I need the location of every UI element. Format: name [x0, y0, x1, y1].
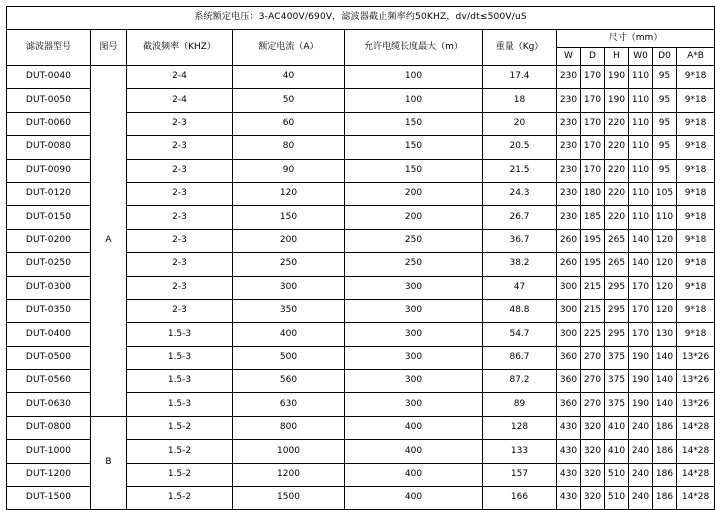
- cell-cutoff-freq: 2-4: [127, 66, 233, 89]
- cell-dim-w0: 240: [629, 416, 653, 439]
- cell-dim-w: 300: [557, 276, 581, 299]
- cell-cutoff-freq: 2-3: [127, 253, 233, 276]
- cell-weight: 48.8: [483, 299, 557, 322]
- cell-rated-current: 50: [233, 89, 345, 112]
- cell-dim-ab: 13*26: [677, 393, 715, 416]
- cell-weight: 21.5: [483, 159, 557, 182]
- cell-weight: 26.7: [483, 206, 557, 229]
- cell-model: DUT-0050: [7, 89, 91, 112]
- cell-weight: 17.4: [483, 66, 557, 89]
- cell-dim-ab: 9*18: [677, 159, 715, 182]
- cell-dim-h: 220: [605, 159, 629, 182]
- cell-max-cable-length: 400: [345, 487, 483, 510]
- cell-dim-h: 510: [605, 463, 629, 486]
- cell-cutoff-freq: 2-3: [127, 182, 233, 205]
- col-header-max-cable-length: 允许电缆长度最大（m）: [345, 30, 483, 66]
- cell-dim-d: 170: [581, 66, 605, 89]
- cell-cutoff-freq: 1.5-3: [127, 393, 233, 416]
- cell-dim-w0: 140: [629, 253, 653, 276]
- col-header-dim-w0: W0: [629, 48, 653, 66]
- cell-cutoff-freq: 1.5-2: [127, 416, 233, 439]
- cell-model: DUT-0040: [7, 66, 91, 89]
- cell-weight: 20: [483, 112, 557, 135]
- cell-dim-d: 185: [581, 206, 605, 229]
- cell-dim-d: 170: [581, 89, 605, 112]
- cell-rated-current: 90: [233, 159, 345, 182]
- filter-spec-table: [6, 6, 715, 510]
- cell-dim-h: 190: [605, 66, 629, 89]
- cell-dim-d: 180: [581, 182, 605, 205]
- cell-dim-d: 320: [581, 416, 605, 439]
- cell-dim-w: 230: [557, 206, 581, 229]
- cell-max-cable-length: 300: [345, 393, 483, 416]
- col-header-cutoff-freq: 截波频率（KHZ）: [127, 30, 233, 66]
- cell-max-cable-length: 300: [345, 299, 483, 322]
- cell-cutoff-freq: 2-3: [127, 112, 233, 135]
- cell-dim-d0: 105: [653, 182, 677, 205]
- cell-dim-h: 410: [605, 416, 629, 439]
- cell-dim-ab: 14*28: [677, 463, 715, 486]
- cell-max-cable-length: 400: [345, 463, 483, 486]
- cell-dim-w: 230: [557, 89, 581, 112]
- cell-dim-w0: 170: [629, 276, 653, 299]
- cell-rated-current: 560: [233, 370, 345, 393]
- cell-dim-h: 375: [605, 346, 629, 369]
- cell-dim-d0: 130: [653, 323, 677, 346]
- cell-dim-d0: 95: [653, 89, 677, 112]
- cell-cutoff-freq: 1.5-3: [127, 323, 233, 346]
- cell-dim-w0: 190: [629, 346, 653, 369]
- cell-dim-d0: 140: [653, 393, 677, 416]
- cell-dim-w: 230: [557, 112, 581, 135]
- cell-weight: 166: [483, 487, 557, 510]
- cell-dim-w0: 170: [629, 299, 653, 322]
- cell-dim-w: 230: [557, 66, 581, 89]
- cell-dim-w0: 240: [629, 487, 653, 510]
- cell-rated-current: 400: [233, 323, 345, 346]
- cell-max-cable-length: 100: [345, 66, 483, 89]
- cell-max-cable-length: 200: [345, 182, 483, 205]
- cell-dim-w: 430: [557, 487, 581, 510]
- cell-dim-d0: 186: [653, 416, 677, 439]
- cell-max-cable-length: 400: [345, 440, 483, 463]
- cell-cutoff-freq: 2-4: [127, 89, 233, 112]
- cell-dim-h: 295: [605, 276, 629, 299]
- cell-model: DUT-0630: [7, 393, 91, 416]
- cell-rated-current: 630: [233, 393, 345, 416]
- cell-rated-current: 80: [233, 136, 345, 159]
- cell-dim-w0: 170: [629, 323, 653, 346]
- cell-dim-d0: 95: [653, 66, 677, 89]
- cell-dim-w: 360: [557, 393, 581, 416]
- cell-dim-d: 215: [581, 299, 605, 322]
- cell-cutoff-freq: 2-3: [127, 276, 233, 299]
- col-header-dim-w: W: [557, 48, 581, 66]
- cell-group: B: [91, 416, 127, 510]
- table-body: [7, 66, 715, 510]
- cell-dim-d0: 110: [653, 206, 677, 229]
- cell-weight: 20.5: [483, 136, 557, 159]
- cell-dim-ab: 9*18: [677, 206, 715, 229]
- cell-dim-d0: 186: [653, 440, 677, 463]
- cell-weight: 18: [483, 89, 557, 112]
- cell-model: DUT-0150: [7, 206, 91, 229]
- cell-dim-ab: 13*26: [677, 370, 715, 393]
- cell-dim-h: 220: [605, 136, 629, 159]
- cell-dim-w: 260: [557, 229, 581, 252]
- col-header-rated-current: 额定电流（A）: [233, 30, 345, 66]
- cell-weight: 157: [483, 463, 557, 486]
- cell-dim-ab: 9*18: [677, 276, 715, 299]
- cell-dim-d: 225: [581, 323, 605, 346]
- cell-dim-w0: 110: [629, 89, 653, 112]
- cell-model: DUT-0500: [7, 346, 91, 369]
- table-title: 系统额定电压：3-AC400V/690V，滤波器截止频率约50KHZ，dv/dt≤500V/uS: [7, 7, 715, 30]
- cell-dim-ab: 14*28: [677, 440, 715, 463]
- cell-rated-current: 150: [233, 206, 345, 229]
- cell-rated-current: 120: [233, 182, 345, 205]
- cell-dim-h: 265: [605, 253, 629, 276]
- cell-dim-d0: 186: [653, 463, 677, 486]
- cell-max-cable-length: 150: [345, 136, 483, 159]
- cell-max-cable-length: 400: [345, 416, 483, 439]
- cell-weight: 133: [483, 440, 557, 463]
- cell-model: DUT-0300: [7, 276, 91, 299]
- cell-rated-current: 350: [233, 299, 345, 322]
- cell-max-cable-length: 300: [345, 346, 483, 369]
- cell-dim-ab: 9*18: [677, 66, 715, 89]
- cell-rated-current: 500: [233, 346, 345, 369]
- cell-dim-w: 260: [557, 253, 581, 276]
- cell-cutoff-freq: 1.5-3: [127, 370, 233, 393]
- cell-cutoff-freq: 1.5-2: [127, 487, 233, 510]
- cell-dim-w0: 190: [629, 370, 653, 393]
- cell-weight: 86.7: [483, 346, 557, 369]
- cell-cutoff-freq: 2-3: [127, 136, 233, 159]
- cell-dim-ab: 9*18: [677, 229, 715, 252]
- cell-model: DUT-0250: [7, 253, 91, 276]
- cell-dim-w: 360: [557, 346, 581, 369]
- cell-cutoff-freq: 1.5-2: [127, 463, 233, 486]
- header-row-main: [7, 30, 715, 48]
- table-header: [7, 7, 715, 66]
- cell-weight: 128: [483, 416, 557, 439]
- cell-dim-w: 430: [557, 416, 581, 439]
- cell-dim-w0: 110: [629, 136, 653, 159]
- cell-cutoff-freq: 1.5-2: [127, 440, 233, 463]
- cell-dim-h: 295: [605, 323, 629, 346]
- cell-dim-w: 230: [557, 136, 581, 159]
- cell-model: DUT-0400: [7, 323, 91, 346]
- cell-dim-d: 195: [581, 253, 605, 276]
- cell-rated-current: 1200: [233, 463, 345, 486]
- cell-rated-current: 250: [233, 253, 345, 276]
- col-header-model: 滤波器型号: [7, 30, 91, 66]
- cell-dim-ab: 14*28: [677, 416, 715, 439]
- cell-dim-h: 220: [605, 206, 629, 229]
- cell-dim-h: 295: [605, 299, 629, 322]
- cell-dim-ab: 9*18: [677, 112, 715, 135]
- cell-max-cable-length: 300: [345, 323, 483, 346]
- cell-dim-w0: 110: [629, 66, 653, 89]
- cell-dim-d: 320: [581, 440, 605, 463]
- cell-rated-current: 300: [233, 276, 345, 299]
- cell-weight: 89: [483, 393, 557, 416]
- cell-max-cable-length: 250: [345, 253, 483, 276]
- cell-dim-w: 360: [557, 370, 581, 393]
- cell-max-cable-length: 200: [345, 206, 483, 229]
- cell-dim-ab: 14*28: [677, 487, 715, 510]
- cell-dim-ab: 9*18: [677, 136, 715, 159]
- cell-weight: 87.2: [483, 370, 557, 393]
- cell-weight: 47: [483, 276, 557, 299]
- cell-dim-w0: 110: [629, 112, 653, 135]
- cell-weight: 24.3: [483, 182, 557, 205]
- cell-dim-d: 320: [581, 463, 605, 486]
- cell-dim-ab: 9*18: [677, 182, 715, 205]
- cell-max-cable-length: 250: [345, 229, 483, 252]
- cell-cutoff-freq: 2-3: [127, 299, 233, 322]
- cell-dim-d: 270: [581, 393, 605, 416]
- cell-dim-w: 430: [557, 440, 581, 463]
- col-header-dim-ab: A*B: [677, 48, 715, 66]
- cell-max-cable-length: 150: [345, 112, 483, 135]
- cell-cutoff-freq: 1.5-3: [127, 346, 233, 369]
- cell-model: DUT-1500: [7, 487, 91, 510]
- cell-cutoff-freq: 2-3: [127, 159, 233, 182]
- cell-dim-d0: 186: [653, 487, 677, 510]
- cell-model: DUT-0800: [7, 416, 91, 439]
- cell-dim-ab: 13*26: [677, 346, 715, 369]
- cell-weight: 54.7: [483, 323, 557, 346]
- cell-dim-d: 170: [581, 112, 605, 135]
- cell-dim-d0: 140: [653, 346, 677, 369]
- cell-dim-w0: 240: [629, 463, 653, 486]
- cell-max-cable-length: 300: [345, 276, 483, 299]
- cell-dim-w: 430: [557, 463, 581, 486]
- cell-dim-h: 220: [605, 182, 629, 205]
- cell-rated-current: 1000: [233, 440, 345, 463]
- cell-dim-w: 230: [557, 182, 581, 205]
- cell-model: DUT-0560: [7, 370, 91, 393]
- cell-dim-d0: 120: [653, 276, 677, 299]
- col-header-weight: 重量（Kg）: [483, 30, 557, 66]
- cell-rated-current: 800: [233, 416, 345, 439]
- cell-dim-h: 410: [605, 440, 629, 463]
- cell-model: DUT-1000: [7, 440, 91, 463]
- cell-dim-h: 510: [605, 487, 629, 510]
- cell-dim-w0: 190: [629, 393, 653, 416]
- cell-dim-w0: 110: [629, 206, 653, 229]
- cell-dim-ab: 9*18: [677, 299, 715, 322]
- cell-dim-w: 300: [557, 299, 581, 322]
- cell-dim-d0: 140: [653, 370, 677, 393]
- col-header-dim-d0: D0: [653, 48, 677, 66]
- cell-dim-h: 220: [605, 112, 629, 135]
- cell-dim-d: 195: [581, 229, 605, 252]
- cell-rated-current: 60: [233, 112, 345, 135]
- cell-dim-h: 375: [605, 393, 629, 416]
- cell-model: DUT-1200: [7, 463, 91, 486]
- cell-model: DUT-0200: [7, 229, 91, 252]
- cell-max-cable-length: 100: [345, 89, 483, 112]
- cell-dim-w: 230: [557, 159, 581, 182]
- cell-dim-d0: 120: [653, 253, 677, 276]
- cell-dim-w0: 110: [629, 182, 653, 205]
- cell-dim-w0: 240: [629, 440, 653, 463]
- cell-model: DUT-0080: [7, 136, 91, 159]
- cell-dim-w0: 110: [629, 159, 653, 182]
- cell-dim-d: 215: [581, 276, 605, 299]
- cell-max-cable-length: 300: [345, 370, 483, 393]
- cell-dim-h: 190: [605, 89, 629, 112]
- col-header-group: 图号: [91, 30, 127, 66]
- cell-model: DUT-0350: [7, 299, 91, 322]
- cell-model: DUT-0120: [7, 182, 91, 205]
- cell-rated-current: 1500: [233, 487, 345, 510]
- table-row: [7, 416, 715, 439]
- cell-dim-d: 270: [581, 346, 605, 369]
- cell-dim-h: 375: [605, 370, 629, 393]
- cell-weight: 36.7: [483, 229, 557, 252]
- cell-dim-d: 170: [581, 159, 605, 182]
- cell-cutoff-freq: 2-3: [127, 206, 233, 229]
- cell-cutoff-freq: 2-3: [127, 229, 233, 252]
- cell-dim-d0: 95: [653, 136, 677, 159]
- cell-dim-w0: 140: [629, 229, 653, 252]
- cell-dim-d0: 120: [653, 229, 677, 252]
- cell-model: DUT-0090: [7, 159, 91, 182]
- cell-rated-current: 40: [233, 66, 345, 89]
- cell-dim-d0: 95: [653, 159, 677, 182]
- cell-dim-d: 170: [581, 136, 605, 159]
- cell-dim-w: 300: [557, 323, 581, 346]
- cell-weight: 38.2: [483, 253, 557, 276]
- col-header-dimensions: 尺寸（mm）: [557, 30, 715, 48]
- cell-dim-h: 265: [605, 229, 629, 252]
- cell-dim-d0: 120: [653, 299, 677, 322]
- cell-model: DUT-0060: [7, 112, 91, 135]
- cell-rated-current: 200: [233, 229, 345, 252]
- cell-max-cable-length: 150: [345, 159, 483, 182]
- cell-dim-d: 320: [581, 487, 605, 510]
- cell-dim-d: 270: [581, 370, 605, 393]
- cell-group: A: [91, 66, 127, 417]
- col-header-dim-d: D: [581, 48, 605, 66]
- table-row: [7, 66, 715, 89]
- title-row: [7, 7, 715, 30]
- cell-dim-ab: 9*18: [677, 323, 715, 346]
- cell-dim-d0: 95: [653, 112, 677, 135]
- col-header-dim-h: H: [605, 48, 629, 66]
- cell-dim-ab: 9*18: [677, 89, 715, 112]
- cell-dim-ab: 9*18: [677, 253, 715, 276]
